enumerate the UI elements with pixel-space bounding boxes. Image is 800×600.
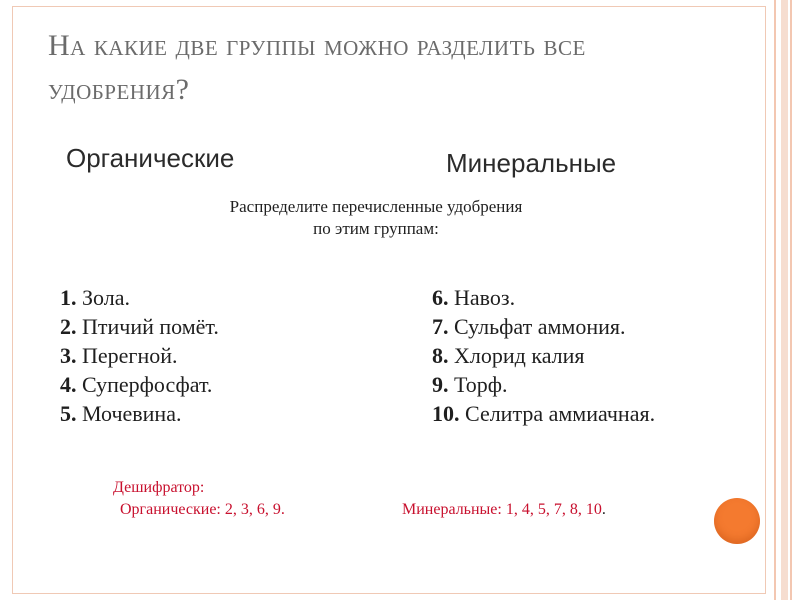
list-item: [60, 312, 219, 341]
slide-title: На какие две группы можно разделить все удобрения?: [48, 29, 586, 106]
item-number: 6.: [432, 285, 449, 310]
item-text: Селитра аммиачная.: [459, 401, 656, 426]
item-number: 4.: [60, 372, 77, 397]
list-item: [432, 370, 655, 399]
instruction-text: [120, 196, 632, 240]
key-organic: Органические: 2, 3, 6, 9.: [120, 501, 285, 518]
item-text: Торф.: [448, 372, 508, 397]
item-number: 9.: [432, 372, 449, 397]
item-number: 7.: [432, 314, 449, 339]
item-text: Суперфосфат.: [76, 372, 213, 397]
item-number: 8.: [432, 343, 449, 368]
item-number: 5.: [60, 401, 77, 426]
key-mineral: [402, 499, 606, 521]
item-number: 10.: [432, 401, 460, 426]
item-text: Перегной.: [76, 343, 178, 368]
heading-mineral: Минеральные: [446, 148, 617, 178]
item-text: Птичий помёт.: [76, 314, 219, 339]
item-text: Навоз.: [448, 285, 516, 310]
heading-organic: Органические: [66, 143, 235, 173]
list-item: [60, 399, 219, 428]
list-item: [432, 341, 655, 370]
key-title: Дешифратор:: [113, 479, 205, 496]
item-text: Сульфат аммония.: [448, 314, 626, 339]
key-mineral-text: Минеральные: 1, 4, 5, 7, 8, 10: [402, 501, 602, 518]
fertilizer-list-left: [60, 283, 219, 428]
decorative-rail: [790, 0, 792, 600]
item-number: 2.: [60, 314, 77, 339]
item-number: 3.: [60, 343, 77, 368]
decorative-rail: [781, 0, 788, 600]
instruction-line: по этим группам:: [313, 219, 439, 238]
list-item: [60, 341, 219, 370]
list-item: [60, 370, 219, 399]
item-text: Зола.: [76, 285, 130, 310]
decorative-rail: [774, 0, 776, 600]
instruction-line: Распределите перечисленные удобрения: [229, 197, 523, 216]
list-item: [432, 399, 655, 428]
item-text: Хлорид калия: [448, 343, 585, 368]
list-item: [432, 283, 655, 312]
key-mineral-period: .: [601, 501, 606, 518]
fertilizer-list-right: [432, 283, 655, 428]
list-item: [60, 283, 219, 312]
item-number: 1.: [60, 285, 77, 310]
orange-circle-icon: [714, 498, 760, 544]
list-item: [432, 312, 655, 341]
item-text: Мочевина.: [76, 401, 182, 426]
